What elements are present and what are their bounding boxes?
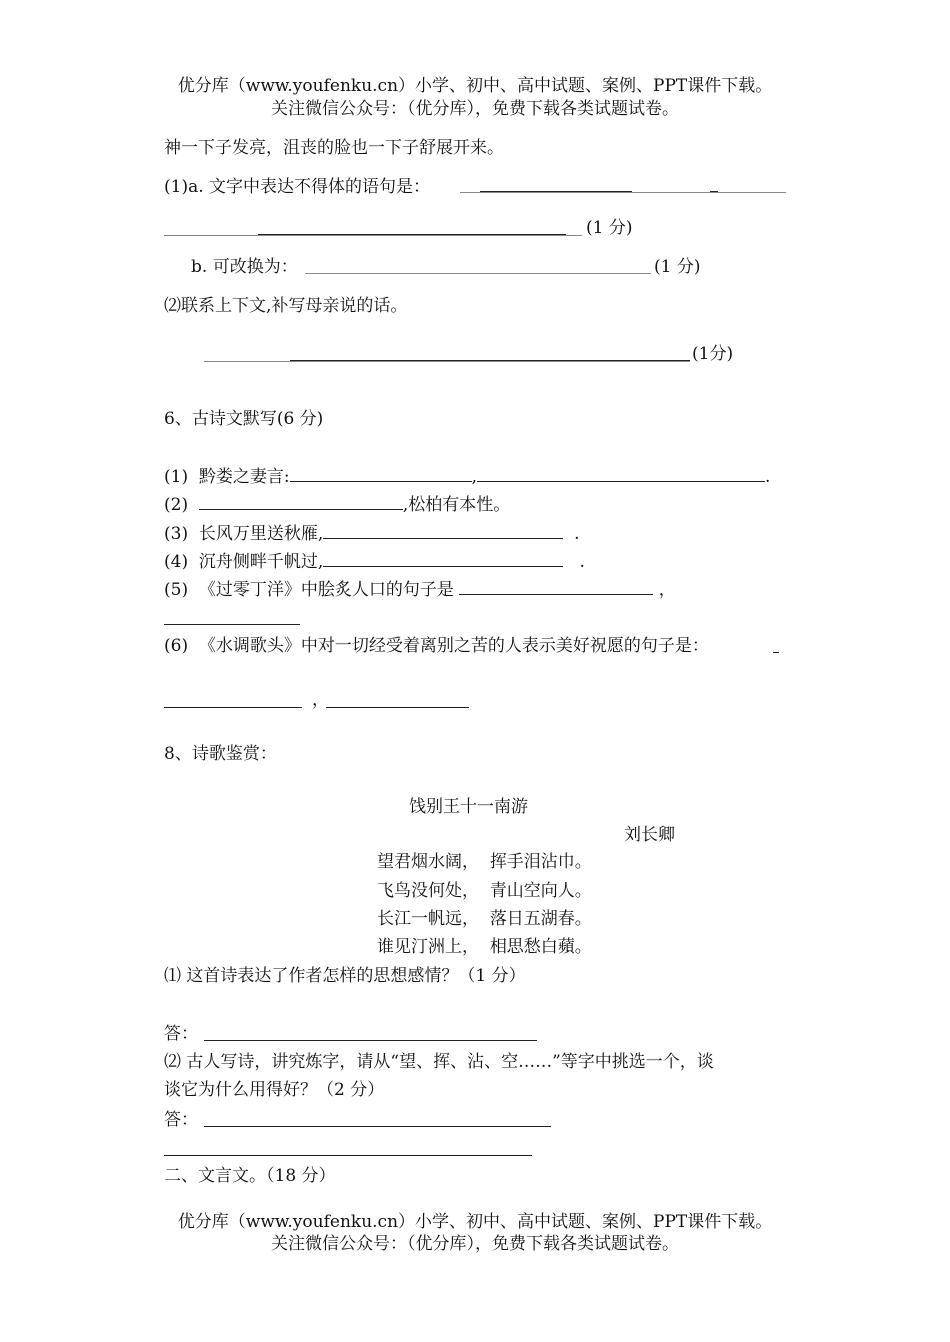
blank (459, 579, 653, 595)
question-2: ⑵联系上下文,补写母亲说的话。 (164, 296, 408, 316)
question-1a: (1)a. 文字中表达不得体的语句是： (164, 177, 431, 197)
item-num: (3) (164, 524, 189, 544)
item-6-2 (164, 494, 510, 515)
score-2: (1分) (692, 344, 734, 364)
item-6-1 (164, 466, 770, 487)
item-text: 长风万里送秋雁, (198, 524, 324, 544)
blank (199, 494, 403, 510)
section-6-title: 6、古诗文默写(6 分) (164, 409, 324, 429)
header-line-1: 优分库（www.youfenku.cn）小学、初中、高中试题、案例、PPT课件下载。 (177, 76, 773, 96)
item-num: (4) (164, 552, 189, 572)
item-text: 黔娄之妻言: (198, 467, 290, 487)
score-1a: (1 分) (586, 218, 633, 238)
poem-title: 饯别王十一南游 (409, 797, 528, 817)
answer-line-1a-2 (258, 234, 566, 235)
item-num: (5) (164, 580, 189, 600)
footer-line-1: 优分库（www.youfenku.cn）小学、初中、高中试题、案例、PPT课件下载。 (177, 1212, 773, 1232)
poem-question-2-line-1: ⑵ 古人写诗，讲究炼字，请从“望、挥、沾、空……”等字中挑选一个，谈 (164, 1052, 714, 1072)
item-end: . (574, 524, 580, 544)
answer-line-1a-2-thin (164, 235, 582, 236)
poem-question-2-line-2: 谈它为什么用得好？（2 分） (164, 1080, 385, 1100)
poem-line-3: 长江一帆远， 落日五湖春。 (377, 909, 592, 929)
answer-line-8-2b (164, 1155, 532, 1156)
answer-line-2-thin (204, 361, 690, 362)
poem-line-4: 谁见汀洲上， 相思愁白蘋。 (377, 937, 592, 957)
item-text: ,松柏有本性。 (402, 495, 511, 515)
answer-line-6-5 (164, 624, 300, 625)
item-text: 沉舟侧畔千帆过, (198, 552, 324, 572)
item-end: ， (658, 580, 676, 600)
section-8-title: 8、诗歌鉴赏： (164, 744, 277, 764)
question-1b: b. 可改换为： (191, 257, 298, 277)
blank (323, 523, 563, 539)
item-num: (6) (164, 636, 189, 656)
item-num: (2) (164, 495, 189, 515)
answer-label-2: 答： (164, 1110, 198, 1130)
answer-line-1a (480, 191, 632, 192)
item-6-6-sep: ， (312, 690, 329, 710)
intro-text: 神一下子发亮，沮丧的脸也一下子舒展开来。 (164, 138, 504, 158)
poem-author: 刘长卿 (624, 825, 675, 845)
answer-label-1: 答： (164, 1024, 198, 1044)
item-num: (1) (164, 467, 189, 487)
answer-line-6-6-mark (773, 652, 779, 653)
score-1b: (1 分) (654, 257, 701, 277)
answer-line-8-1 (204, 1040, 537, 1041)
item-text: 《过零丁洋》中脍炙人口的句子是 (198, 580, 454, 600)
header-line-2: 关注微信公众号：（优分库），免费下载各类试题试卷。 (271, 99, 679, 119)
item-end: . (765, 467, 771, 487)
footer-line-2: 关注微信公众号：（优分库），免费下载各类试题试卷。 (271, 1234, 679, 1254)
blank (290, 466, 472, 482)
item-end: . (579, 552, 585, 572)
blank (323, 551, 563, 567)
answer-line-6-6b (326, 707, 469, 708)
blank (477, 466, 765, 482)
answer-line-6-6a (164, 707, 302, 708)
poem-question-1: ⑴ 这首诗表达了作者怎样的思想感情？（1 分） (164, 966, 526, 986)
item-6-4 (164, 551, 585, 572)
answer-line-1a-thin (460, 192, 786, 193)
item-text: 《水调歌头》中对一切经受着离别之苦的人表示美好祝愿的句子是： (198, 636, 709, 656)
item-sep: , (471, 467, 478, 487)
item-6-3 (164, 523, 580, 544)
answer-line-1b (305, 273, 651, 274)
answer-line-1a-mark (710, 191, 718, 192)
item-6-6 (164, 636, 709, 656)
answer-line-2 (290, 360, 690, 361)
answer-line-8-2a (204, 1126, 551, 1127)
part-2-title: 二、文言文。（18 分） (164, 1166, 336, 1186)
poem-line-2: 飞鸟没何处， 青山空向人。 (377, 881, 592, 901)
poem-line-1: 望君烟水阔， 挥手泪沾巾。 (377, 852, 592, 872)
item-6-5 (164, 579, 676, 600)
